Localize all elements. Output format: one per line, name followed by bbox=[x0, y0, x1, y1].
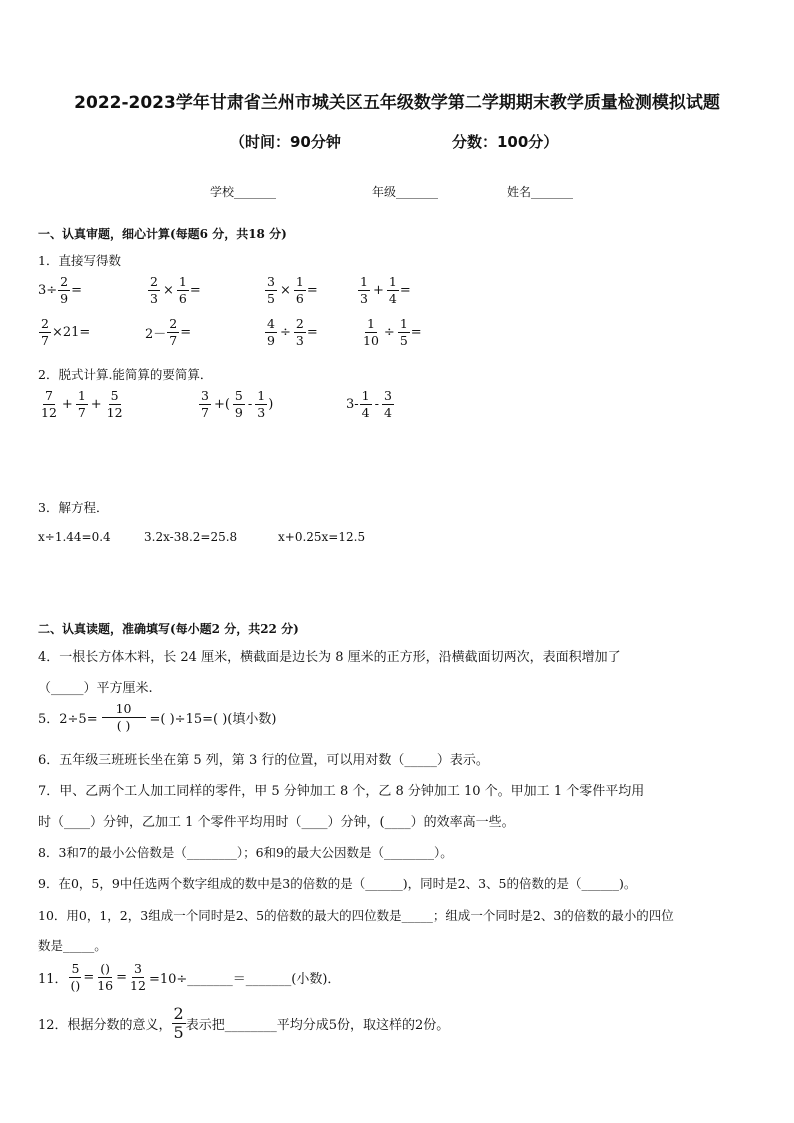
q3-label: 3．解方程． bbox=[38, 500, 109, 515]
name-field[interactable]: 姓名_______ bbox=[507, 185, 574, 199]
q5: 5．2÷5= $\frac{10}{( )}$ =( )÷15=( )(填小数) bbox=[38, 701, 277, 733]
q1-item-5: $\frac{2}{7}$ ×21= bbox=[41, 316, 91, 348]
page-title: 2022-2023学年甘肃省兰州市城关区五年级数学第二学期期末教学质量检测模拟试题 bbox=[74, 93, 720, 113]
q2-expr-1: $\frac{7}{12}$ + $\frac{1}{7}$ + $\frac{5}{12}$ bbox=[41, 388, 123, 420]
q1-item-2: $\frac{2}{3}$ × $\frac{1}{6}$ = bbox=[150, 274, 201, 306]
section1-heading: 一、认真审题，细心计算(每题6 分，共18 分) bbox=[38, 227, 287, 241]
q1-item-3: $\frac{3}{5}$ × $\frac{1}{6}$ = bbox=[267, 274, 318, 306]
q3-eq-1: x÷1.44=0.4 bbox=[38, 530, 111, 544]
q3-eq-2: 3.2x-38.2=25.8 bbox=[144, 530, 238, 544]
q2-expr-2: $\frac{3}{7}$ +( $\frac{5}{9}$ - $\frac{1}{3}$ ) bbox=[201, 388, 274, 420]
q10-line-2: 数是_____。 bbox=[38, 938, 107, 953]
q12: 12．根据分数的意义， 2 5 表示把________平均分成5份，取这样的2份。 bbox=[38, 1004, 450, 1042]
grade-field[interactable]: 年级_______ bbox=[372, 185, 439, 199]
q3-eq-3: x+0.25x=12.5 bbox=[278, 530, 366, 544]
q7-line-2: 时（____）分钟，乙加工 1 个零件平均用时（____）分钟，(____）的效率高一些。 bbox=[38, 815, 515, 830]
q7-line-1: 7．甲、乙两个工人加工同样的零件，甲 5 分钟加工 8 个，乙 8 分钟加工 10 个。甲加工 1 个零件平均用 bbox=[38, 784, 645, 799]
q2-label: 2．脱式计算.能简算的要简算． bbox=[38, 367, 213, 382]
section2-heading: 二、认真读题，准确填写(每小题2 分，共22 分) bbox=[38, 622, 299, 636]
q4-line-2: （_____）平方厘米. bbox=[38, 681, 153, 696]
q1-item-6: 2－ $\frac{2}{7}$ = bbox=[145, 316, 192, 348]
q9: 9．在0，5，9中任选两个数字组成的数中是3的倍数的是（______)，同时是2、3、5的倍数的是（______)。 bbox=[38, 876, 637, 891]
q4-line-1: 4．一根长方体木料，长 24 厘米，横截面是边长为 8 厘米的正方形，沿横截面切两次，表面积增加了 bbox=[38, 650, 621, 665]
q1-item-7: $\frac{4}{9}$ ÷ $\frac{2}{3}$ = bbox=[267, 316, 318, 348]
q6: 6．五年级三班班长坐在第 5 列，第 3 行的位置，可以用对数（_____）表示。 bbox=[38, 753, 489, 768]
school-field[interactable]: 学校_______ bbox=[210, 185, 277, 199]
exam-score: 分数：100分） bbox=[452, 133, 559, 151]
q1-item-8: $\frac{1}{10}$ ÷ $\frac{1}{5}$ = bbox=[363, 316, 422, 348]
exam-time: （时间：90分钟 bbox=[230, 133, 341, 151]
q10-line-1: 10．用0，1，2，3组成一个同时是2、5的倍数的最大的四位数是_____；组成一个同时是2、3的倍数的最小的四位 bbox=[38, 908, 674, 923]
q1-label: 1．直接写得数 bbox=[38, 253, 121, 268]
q1-item-1: 3÷ $\frac{2}{9}$ = bbox=[38, 274, 83, 306]
q11: 11． $\frac{5}{()}$ = $\frac{()}{16}$ = $\frac{3}{12}$ =10÷_______＝_______(小数)． bbox=[38, 961, 341, 993]
q1-item-4: $\frac{1}{3}$ + $\frac{1}{4}$ = bbox=[360, 274, 411, 306]
q8: 8．3和7的最小公倍数是（________）；6和9的最大公因数是（________）。 bbox=[38, 845, 453, 860]
q2-expr-3: 3- $\frac{1}{4}$ - $\frac{3}{4}$ bbox=[346, 388, 392, 420]
